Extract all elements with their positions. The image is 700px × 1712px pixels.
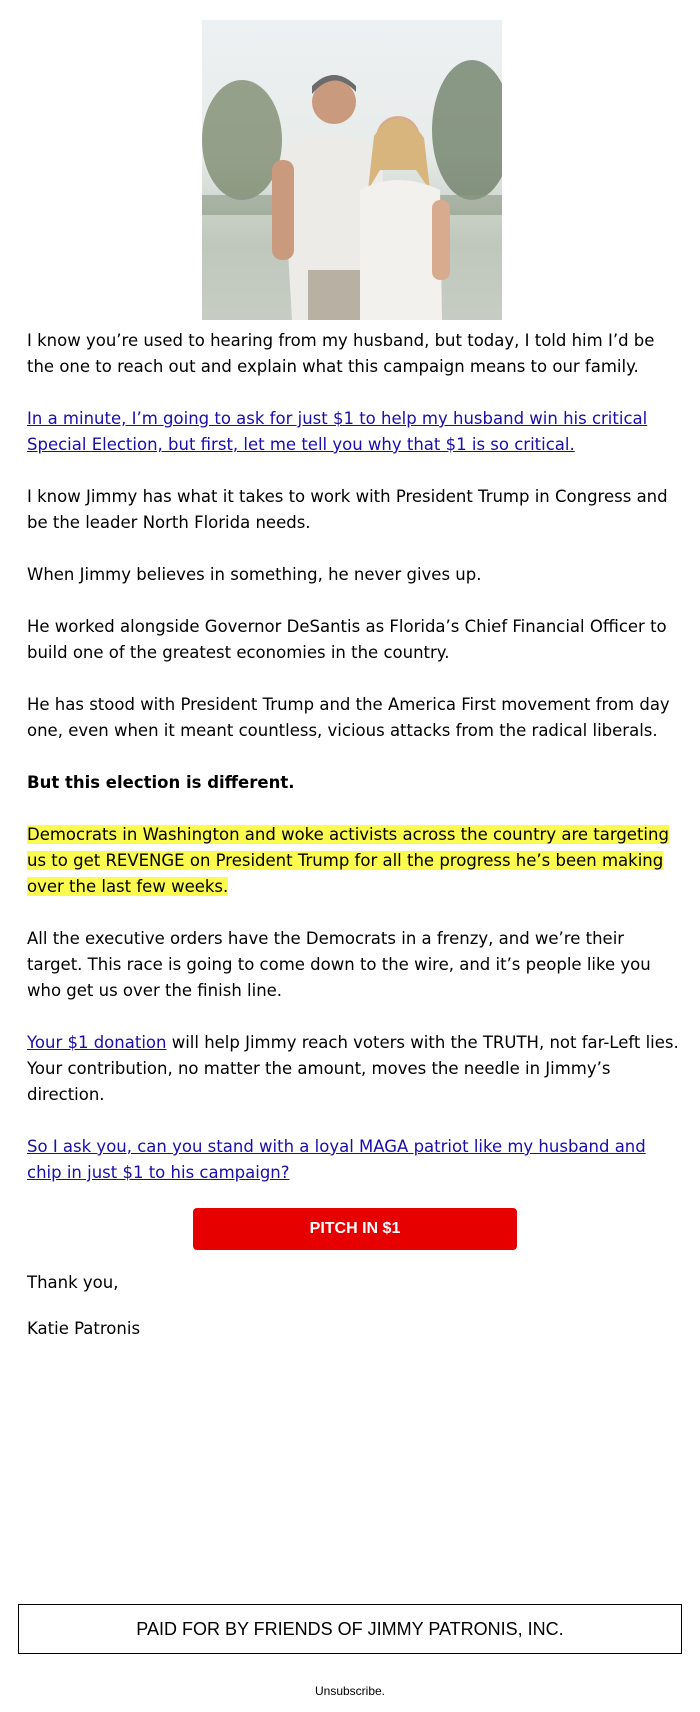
stand-with-link[interactable]: So I ask you, can you stand with a loyal MAGA patriot like my husband and chip in just $1 to his campaign?	[27, 1137, 646, 1182]
cta-wrapper	[27, 1208, 683, 1250]
donation-paragraph	[27, 1030, 683, 1108]
intro-paragraph: I know you’re used to hearing from my husband, but today, I told him I’d be the one to reach out and explain what this campaign means to our family.	[27, 331, 655, 376]
different-election-paragraph: But this election is different.	[27, 773, 295, 792]
ask-paragraph	[27, 406, 683, 458]
executive-orders-paragraph: All the executive orders have the Democrats in a frenzy, and we’re their target. This race is going to come down to the wire, and it’s people like you who get us over the finish line.	[27, 929, 651, 1000]
ask-link[interactable]: In a minute, I’m going to ask for just $1 to help my husband win his critical Special Election, but first, let me tell you why that $1 is so critical.	[27, 409, 648, 454]
paid-for-disclaimer: PAID FOR BY FRIENDS OF JIMMY PATRONIS, INC.	[18, 1604, 682, 1654]
family-photo	[202, 20, 502, 320]
family-photo-icon	[202, 20, 502, 320]
congress-paragraph: I know Jimmy has what it takes to work with President Trump in Congress and be the leader North Florida needs.	[27, 487, 668, 532]
donation-paragraph-text: will help Jimmy reach voters with the TRUTH, not far-Left lies. Your contribution, no matter the amount, moves the needle in Jimmy’s direction.	[27, 1033, 679, 1104]
signature-name: Katie Patronis	[27, 1319, 141, 1338]
unsubscribe-wrapper	[0, 1684, 700, 1698]
thank-you-text: Thank you,	[27, 1273, 119, 1292]
donation-link[interactable]: Your $1 donation	[27, 1033, 167, 1052]
stand-with-paragraph	[27, 1134, 683, 1186]
america-first-paragraph: He has stood with President Trump and the America First movement from day one, even when it meant countless, vicious attacks from the radical liberals.	[27, 695, 670, 740]
highlighted-text: Democrats in Washington and woke activists across the country are targeting us to get REVENGE on President Trump for all the progress he’s been making over the last few weeks.	[27, 825, 669, 896]
email-body	[27, 328, 683, 1362]
pitch-in-button[interactable]: PITCH IN $1	[193, 1208, 517, 1250]
unsubscribe-link[interactable]: Unsubscribe.	[314, 1684, 386, 1698]
never-gives-up-paragraph: When Jimmy believes in something, he never gives up.	[27, 565, 482, 584]
revenge-paragraph	[27, 822, 683, 900]
desantis-paragraph: He worked alongside Governor DeSantis as Florida’s Chief Financial Officer to build one of the greatest economies in the country.	[27, 617, 667, 662]
